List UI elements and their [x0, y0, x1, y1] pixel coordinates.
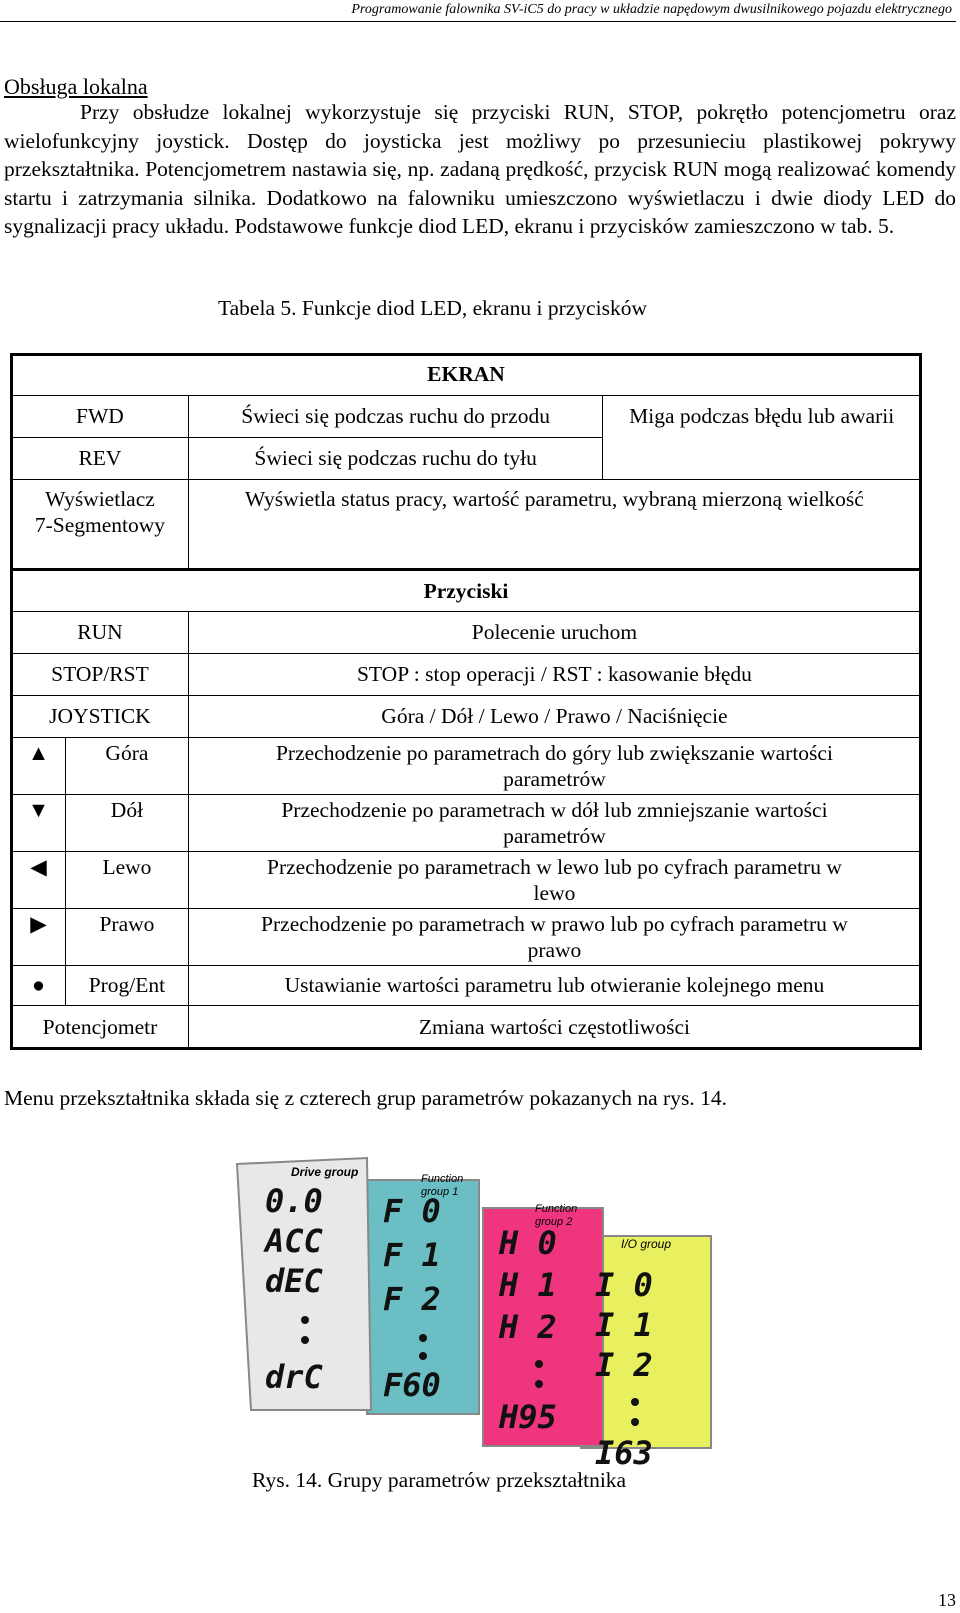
function-group2-label-line2: group 2 — [535, 1216, 573, 1228]
rev-desc: Świeci się podczas ruchu do tyłu — [188, 437, 602, 479]
ekran-header: EKRAN — [12, 353, 921, 395]
circle-icon: ● — [12, 965, 66, 1005]
ellipsis-dot — [535, 1380, 543, 1388]
down-desc-line1: Przechodzenie po parametrach w dół lub zmniejszanie wartości — [281, 797, 828, 822]
down-desc-line2: parametrów — [503, 823, 606, 848]
up-name: Góra — [65, 737, 188, 794]
up-desc-line1: Przechodzenie po parametrach do góry lub zwiększanie wartości — [275, 740, 833, 765]
segment-code: H 0 — [499, 1224, 557, 1262]
ellipsis-dot — [419, 1334, 427, 1342]
function-group2-label-line1: Function — [535, 1203, 578, 1215]
left-desc-line2: lewo — [533, 880, 576, 905]
paragraph-menu: Menu przekształtnika składa się z czterech grup parametrów pokazanych na rys. 14. — [4, 1086, 727, 1110]
segment-code: I 1 — [595, 1306, 653, 1344]
function-group1-label-line2: group 1 — [421, 1186, 459, 1198]
display-desc: Wyświetla status pracy, wartość parametru, wybraną mierzoną wielkość — [188, 479, 920, 569]
figure-caption: Rys. 14. Grupy parametrów przekształtnika — [252, 1468, 627, 1492]
segment-code: 0.0 — [265, 1182, 323, 1220]
display-name-line2: 7-Segmentowy — [34, 512, 166, 537]
left-name: Lewo — [65, 851, 188, 908]
stop-desc: STOP : stop operacji / RST : kasowanie błędu — [188, 653, 920, 695]
ellipsis-dot — [631, 1398, 639, 1406]
up-desc-line2: parametrów — [503, 766, 606, 791]
ellipsis-dot — [419, 1352, 427, 1360]
segment-code: drC — [265, 1358, 323, 1396]
left-desc — [188, 851, 920, 908]
segment-code: F 0 — [383, 1192, 441, 1230]
down-desc — [188, 794, 920, 851]
joystick-desc: Góra / Dół / Lewo / Prawo / Naciśnięcie — [188, 695, 920, 737]
joystick-name: JOYSTICK — [12, 695, 189, 737]
right-desc-line2: prawo — [527, 937, 582, 962]
ellipsis-dot — [631, 1418, 639, 1426]
functions-table — [11, 353, 921, 1049]
running-header: Programowanie falownika SV-iC5 do pracy w układzie napędowym dwusilnikowego pojazdu elektrycznego — [0, 0, 956, 22]
segment-code: ACC — [265, 1222, 323, 1260]
page-number: 13 — [938, 1590, 956, 1610]
enter-desc: Ustawianie wartości parametru lub otwieranie kolejnego menu — [188, 965, 920, 1005]
segment-code: I63 — [595, 1434, 653, 1472]
fwd-desc: Świeci się podczas ruchu do przodu — [188, 395, 602, 437]
left-triangle-icon: ◀ — [12, 851, 66, 908]
drive-group-label: Drive group — [291, 1165, 359, 1179]
left-desc-line1: Przechodzenie po parametrach w lewo lub po cyfrach parametru w — [267, 854, 842, 879]
blink-desc: Miga podczas błędu lub awarii — [603, 395, 921, 479]
display-name-line1: Wyświetlacz — [45, 486, 155, 511]
right-desc-line1: Przechodzenie po parametrach w prawo lub po cyfrach parametru w — [261, 911, 848, 936]
parameter-groups-figure — [233, 1152, 723, 1507]
ellipsis-dot — [535, 1360, 543, 1368]
run-name: RUN — [12, 611, 189, 653]
buttons-header: Przyciski — [12, 569, 921, 611]
potentiometer-name: Potencjometr — [12, 1005, 189, 1049]
ellipsis-dot — [301, 1316, 309, 1324]
ellipsis-dot — [301, 1336, 309, 1344]
stop-name: STOP/RST — [12, 653, 189, 695]
display-name — [12, 479, 189, 569]
function-group1-label-line1: Function — [421, 1173, 464, 1185]
segment-code: H 1 — [499, 1266, 557, 1304]
rev-name: REV — [12, 437, 189, 479]
right-desc — [188, 908, 920, 965]
segment-code: dEC — [265, 1262, 323, 1300]
right-triangle-icon: ▶ — [12, 908, 66, 965]
paragraph-local-operation — [4, 98, 956, 241]
up-desc — [188, 737, 920, 794]
fwd-name: FWD — [12, 395, 189, 437]
segment-code: H 2 — [499, 1308, 557, 1346]
down-triangle-icon: ▼ — [12, 794, 66, 851]
down-name: Dół — [65, 794, 188, 851]
table-caption: Tabela 5. Funkcje diod LED, ekranu i przycisków — [218, 296, 647, 320]
paragraph-text: Przy obsłudze lokalnej wykorzystuje się przyciski RUN, STOP, pokrętło potencjometru oraz wielofunkcyjny joystick. Dostęp do joysticka jest możliwy po przesunieciu plastikowej pokrywy przekształtnika. Potencjometrem nastawia się, np. zadaną prędkość, przycisk RUN mogą realizować komendy startu i zatrzymania silnika. Dodatkowo na falowniku umieszczono wyświetlaczu i dwie diody LED do sygnalizacji pracy układu. Podstawowe funkcje diod LED, ekranu i przycisków zamieszczono w tab. 5. — [4, 100, 956, 238]
enter-name: Prog/Ent — [65, 965, 188, 1005]
segment-code: F60 — [383, 1366, 441, 1404]
parameter-groups-svg — [233, 1152, 723, 1507]
run-desc: Polecenie uruchom — [188, 611, 920, 653]
potentiometer-desc: Zmiana wartości częstotliwości — [188, 1005, 920, 1049]
segment-code: H95 — [499, 1398, 557, 1436]
io-group-label: I/O group — [621, 1237, 672, 1251]
section-title: Obsługa lokalna — [4, 74, 148, 99]
segment-code: F 1 — [383, 1236, 441, 1274]
right-name: Prawo — [65, 908, 188, 965]
segment-code: F 2 — [383, 1280, 441, 1318]
segment-code: I 2 — [595, 1346, 653, 1384]
segment-code: I 0 — [595, 1266, 653, 1304]
up-triangle-icon: ▲ — [12, 737, 66, 794]
